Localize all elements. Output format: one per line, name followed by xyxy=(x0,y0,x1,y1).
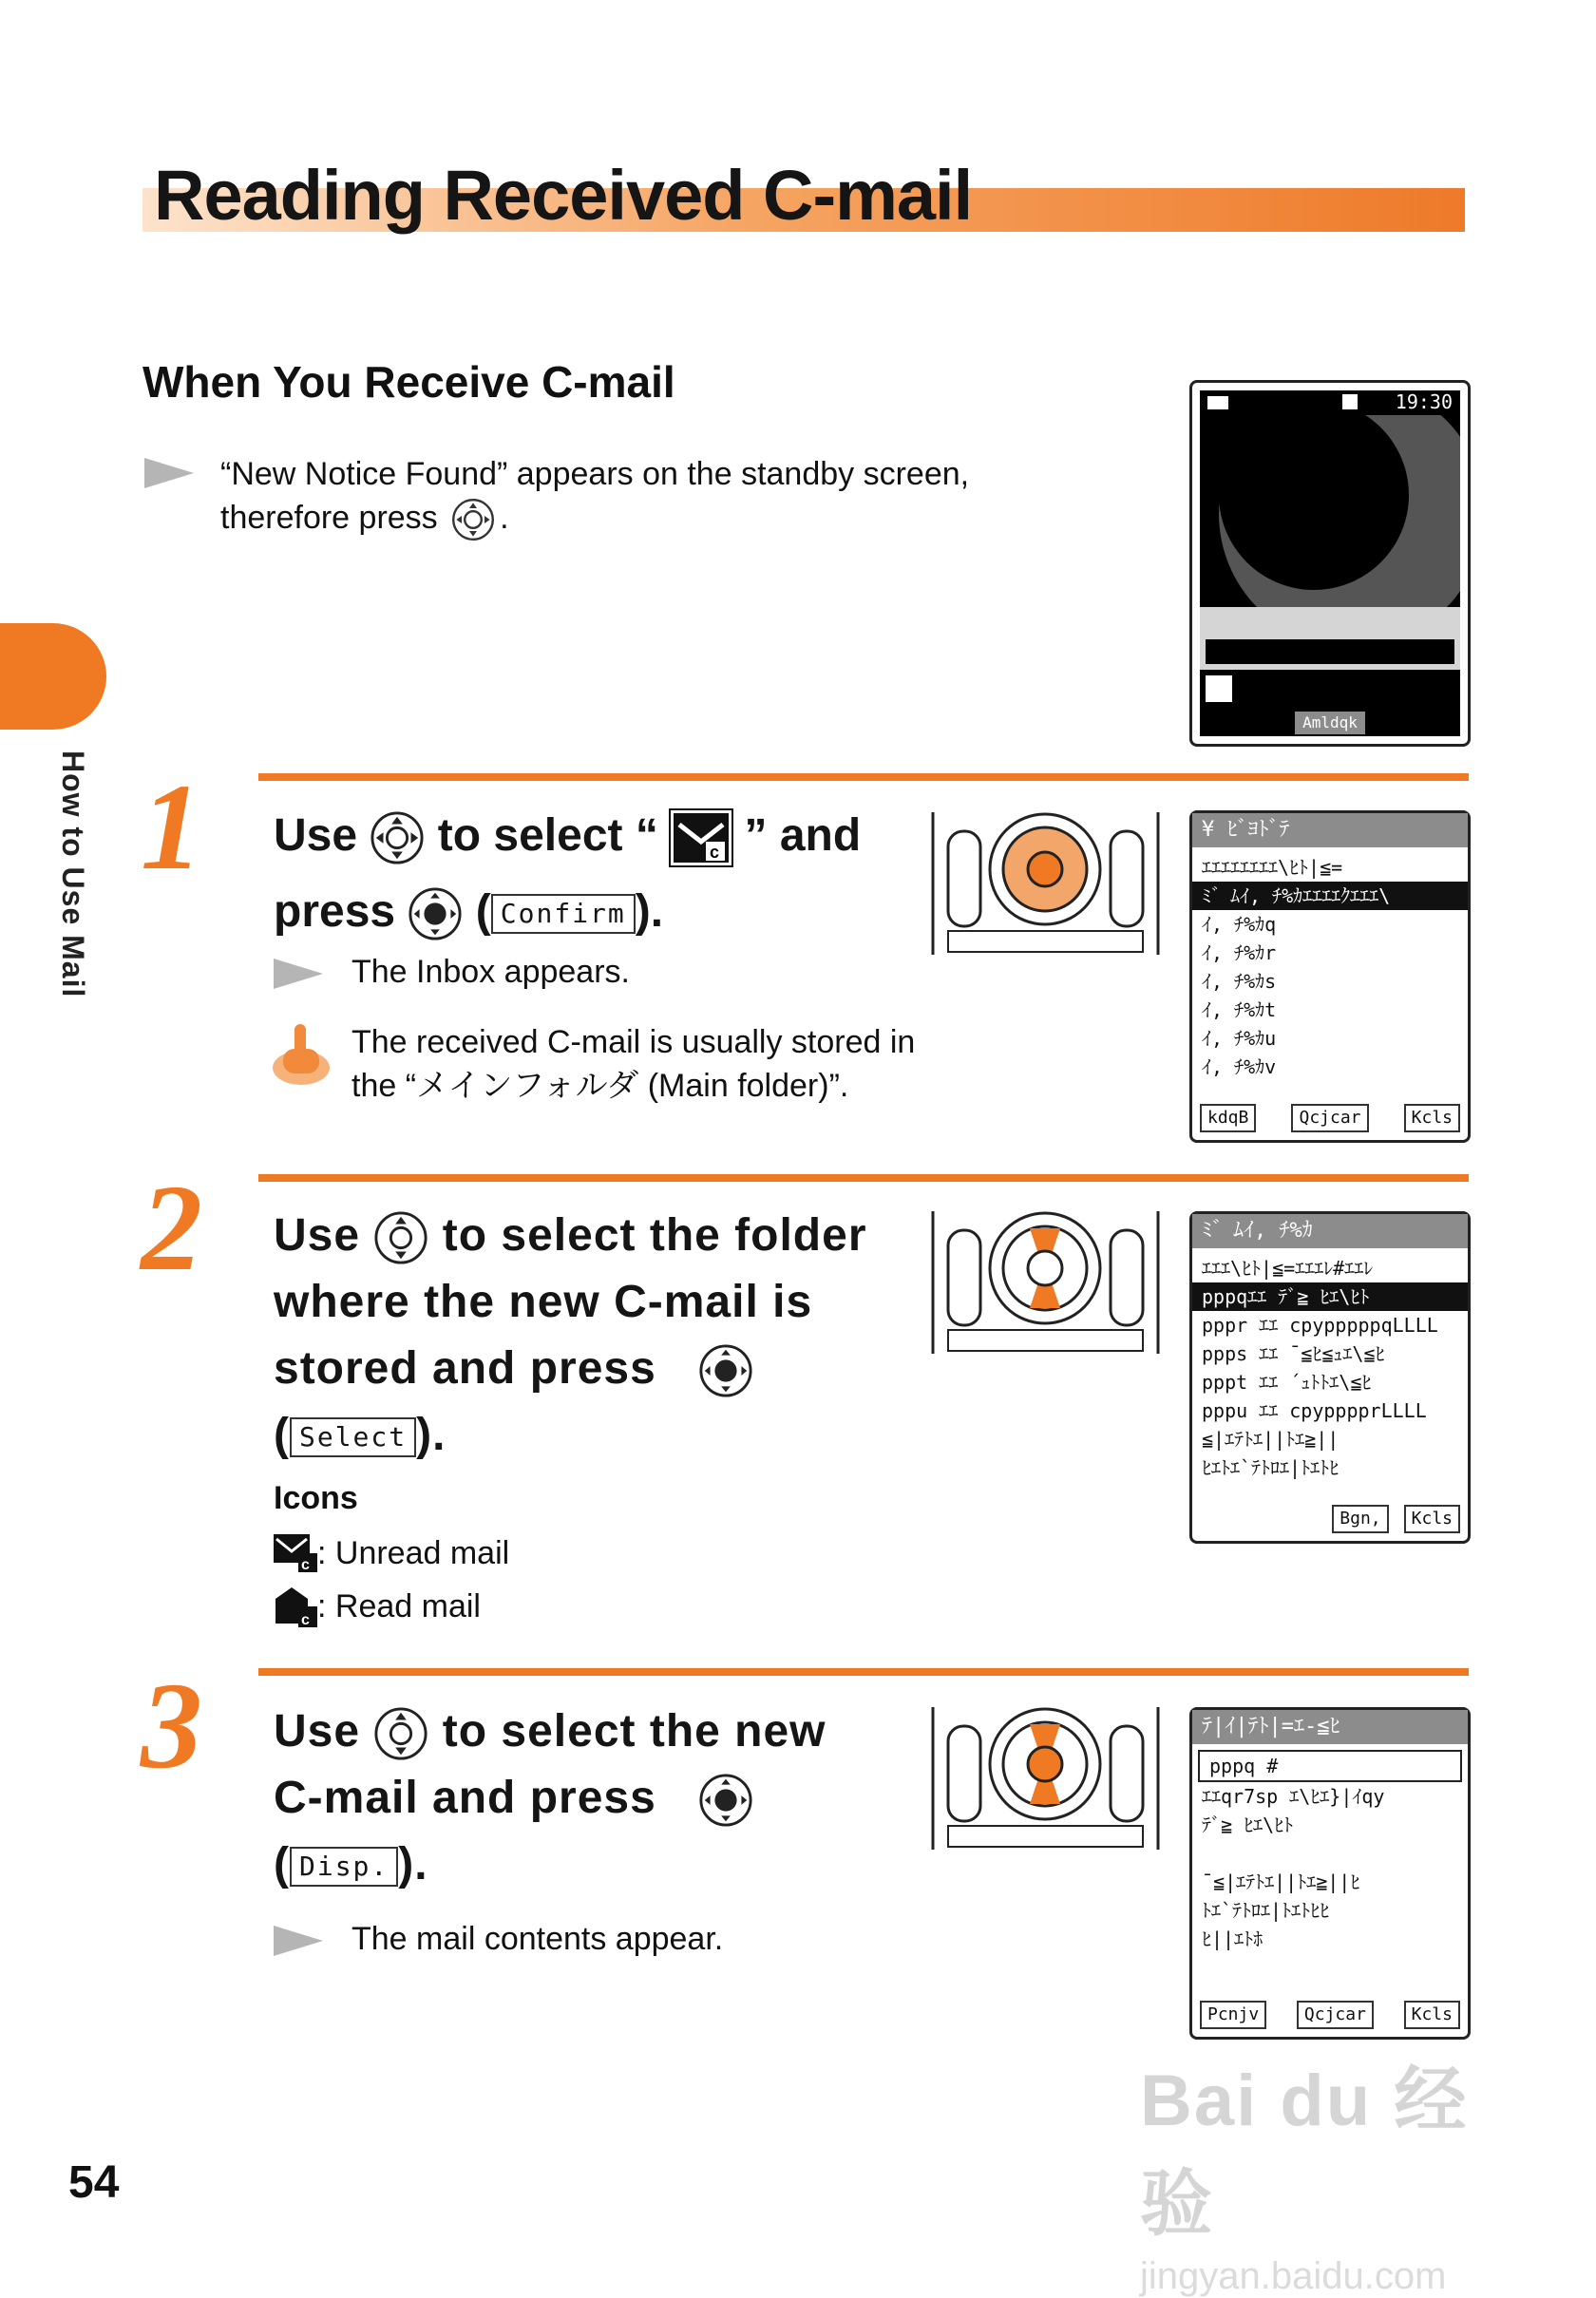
svg-text:c: c xyxy=(710,843,720,863)
status-clock: 19:30 xyxy=(1395,390,1453,413)
arrow-icon xyxy=(144,458,194,488)
intro-line1: “New Notice Found” appears on the standby screen, xyxy=(220,456,970,492)
step2-rule xyxy=(258,1174,1469,1182)
softkey-right[interactable]: Kcls xyxy=(1404,2001,1460,2029)
watermark-url: jingyan.baidu.com xyxy=(1140,2255,1447,2297)
nav-updown-icon xyxy=(370,810,425,865)
step3-line2: C-mail and press xyxy=(274,1773,656,1823)
standby-screen xyxy=(1189,380,1471,747)
unread-mail-icon xyxy=(671,810,732,865)
inbox-screen xyxy=(1189,810,1471,1143)
disp-key-label: Disp. xyxy=(290,1847,398,1887)
softkey-left[interactable]: Pcnjv xyxy=(1200,2001,1266,2029)
watermark-brand: Bai du 经验 xyxy=(1140,2061,1469,2245)
step2-instruction xyxy=(274,1203,867,1469)
list-item[interactable]: ｴｴｴ\ﾋﾄ|≦=ｴｴｴﾚ#ｴｴﾚ xyxy=(1202,1257,1374,1280)
mail-view-screen xyxy=(1189,1707,1471,2040)
intro-line2a: therefore press xyxy=(220,500,438,536)
list-item[interactable]: ｲ, ﾁ%ｶs xyxy=(1202,970,1277,993)
list-item-selected[interactable]: ﾐ゛ﾑｲ, ﾁ%ｶｴｴｴｴｸｴｴｴ\ xyxy=(1192,882,1468,910)
icons-heading: Icons xyxy=(274,1480,358,1516)
softkey-left[interactable]: kdqB xyxy=(1200,1104,1256,1132)
list-item[interactable]: ﾋｴﾄｴ`ﾃﾄﾛｴ|ﾄｴﾄﾋ xyxy=(1202,1456,1340,1479)
select-key-label: Select xyxy=(290,1417,416,1457)
mail-body-row: ¯≦|ｴﾃﾄｴ||ﾄｴ≧||ﾋ xyxy=(1202,1871,1360,1893)
phone-keypad-diagram xyxy=(929,1211,1162,1354)
list-item[interactable]: ｴｴｴｴｴｴｴｴ\ﾋﾄ|≦= xyxy=(1202,856,1343,879)
list-item[interactable]: pppr ｴｴ cpypppppqLLLL xyxy=(1202,1314,1438,1337)
softkey-right[interactable]: Kcls xyxy=(1404,1104,1460,1132)
section-label: How to Use Mail xyxy=(56,750,90,998)
section-heading: When You Receive C-mail xyxy=(142,357,675,407)
softkey-center[interactable]: Qcjcar xyxy=(1291,1104,1368,1132)
unread-mail-icon xyxy=(274,1534,317,1572)
page-title-block xyxy=(142,152,1465,239)
page-title: Reading Received C-mail xyxy=(154,156,973,235)
step2-paren-open: ( xyxy=(274,1410,290,1460)
icon-legend-unread xyxy=(274,1531,509,1575)
step1-result xyxy=(274,950,630,994)
step3-number: 3 xyxy=(141,1658,202,1795)
step1-and: ” and xyxy=(744,810,862,861)
mail-body-row: ﾋ||ｴﾄﾎ xyxy=(1202,1928,1264,1950)
step2-line2: where the new C-mail is xyxy=(274,1277,813,1327)
step2-use: Use xyxy=(274,1210,361,1261)
mail-blank-row xyxy=(1192,1839,1468,1868)
step1-number: 1 xyxy=(141,759,202,896)
list-item[interactable]: ｲ, ﾁ%ｶv xyxy=(1202,1055,1277,1078)
step3-use: Use xyxy=(274,1706,361,1757)
confirm-key-label: Confirm xyxy=(491,894,636,934)
list-item[interactable]: pppt ｴｴ ´ｭﾄﾄｴ\≦ﾋ xyxy=(1202,1371,1372,1394)
folder-screen xyxy=(1189,1211,1471,1544)
step1-instruction xyxy=(274,803,861,945)
standby-softkey: Amldqk xyxy=(1302,713,1358,731)
nav-key-icon xyxy=(450,497,496,542)
page-number: 54 xyxy=(68,2157,120,2208)
center-key-icon xyxy=(408,886,463,941)
mail-from-row: ﾃﾞ≧ ﾋｴ\ﾋﾄ xyxy=(1202,1814,1294,1836)
list-item[interactable]: ｲ, ﾁ%ｶq xyxy=(1202,913,1277,936)
center-key-icon xyxy=(698,1773,753,1828)
nav-updown-icon xyxy=(373,1210,428,1265)
step1-result-text: The Inbox appears. xyxy=(352,954,630,990)
svg-text:c: c xyxy=(301,1612,310,1627)
icon-legend-read xyxy=(274,1585,481,1628)
step2-number: 2 xyxy=(141,1160,202,1297)
inbox-header: ¥ ﾋﾞﾖﾄﾞﾃ xyxy=(1192,813,1468,847)
step1-use: Use xyxy=(274,810,358,861)
step2-line1: to select the folder xyxy=(442,1210,867,1261)
pointing-hand-icon xyxy=(270,1020,332,1087)
icon-read-label: : Read mail xyxy=(317,1588,481,1624)
step2-paren-close: ). xyxy=(416,1410,446,1460)
mail-meta-row: ｴｴqr7sp ｴ\ﾋｴ}|ｲqy xyxy=(1202,1785,1385,1808)
intro-line2b: . xyxy=(500,500,509,536)
step1-paren-close: ). xyxy=(635,886,664,937)
step1-press: press xyxy=(274,886,396,937)
mail-view-header: ﾃ|ｲ|ﾃﾄ|=ｴ-≦ﾋ xyxy=(1192,1710,1468,1744)
step3-result xyxy=(274,1917,723,1961)
step3-rule xyxy=(258,1668,1469,1676)
standby-wallpaper xyxy=(1200,390,1460,736)
step1-note-line2: the “メインフォルダ (Main folder)”. xyxy=(352,1068,849,1104)
folder-header: ﾐ゛ﾑｲ, ﾁ%ｶ xyxy=(1192,1214,1468,1248)
step1-paren-open: ( xyxy=(475,886,491,937)
softkey-center[interactable]: Qcjcar xyxy=(1297,2001,1374,2029)
step3-paren-open: ( xyxy=(274,1839,290,1890)
nav-updown-icon xyxy=(373,1706,428,1761)
mail-subject-row: pppq # xyxy=(1198,1750,1462,1782)
mail-body-row: ﾄｴ`ﾃﾄﾛｴ|ﾄｴﾄﾋﾋ xyxy=(1202,1899,1330,1922)
list-item[interactable]: pppu ｴｴ cpypppprLLLL xyxy=(1202,1399,1427,1422)
arrow-icon xyxy=(274,959,323,989)
step1-note xyxy=(270,1020,915,1108)
read-mail-icon xyxy=(274,1586,317,1627)
svg-text:c: c xyxy=(301,1557,310,1572)
step1-to-select: to select “ xyxy=(437,810,658,861)
softkey-center[interactable]: Bgn, xyxy=(1332,1505,1388,1533)
step3-result-text: The mail contents appear. xyxy=(352,1921,724,1957)
watermark xyxy=(1140,2042,1520,2297)
list-item[interactable]: ppps ｴｴ ¯≦ﾋ≦ｭｴ\≦ﾋ xyxy=(1202,1342,1385,1365)
step1-note-line1: The received C-mail is usually stored in xyxy=(352,1024,916,1060)
step3-line1: to select the new xyxy=(442,1706,826,1757)
phone-keypad-diagram xyxy=(929,812,1162,955)
step3-paren-close: ). xyxy=(398,1839,428,1890)
step3-instruction xyxy=(274,1699,826,1898)
center-key-icon xyxy=(698,1343,753,1398)
intro-bullet xyxy=(144,452,969,542)
list-item[interactable]: ｲ, ﾁ%ｶu xyxy=(1202,1027,1277,1050)
step1-rule xyxy=(258,773,1469,781)
phone-keypad-diagram xyxy=(929,1707,1162,1850)
arrow-icon xyxy=(274,1926,323,1956)
list-item[interactable]: ≦|ｴﾃﾄｴ||ﾄｴ≧|| xyxy=(1202,1428,1340,1451)
list-item[interactable]: ｲ, ﾁ%ｶt xyxy=(1202,998,1277,1021)
icon-unread-label: : Unread mail xyxy=(317,1535,510,1571)
softkey-right[interactable]: Kcls xyxy=(1404,1505,1460,1533)
section-tab xyxy=(0,623,106,730)
step2-line3: stored and press xyxy=(274,1343,656,1394)
list-item[interactable]: ｲ, ﾁ%ｶr xyxy=(1202,941,1277,964)
list-item-selected[interactable]: pppqｴｴ ﾃﾞ≧ ﾋｴ\ﾋﾄ xyxy=(1192,1282,1468,1311)
